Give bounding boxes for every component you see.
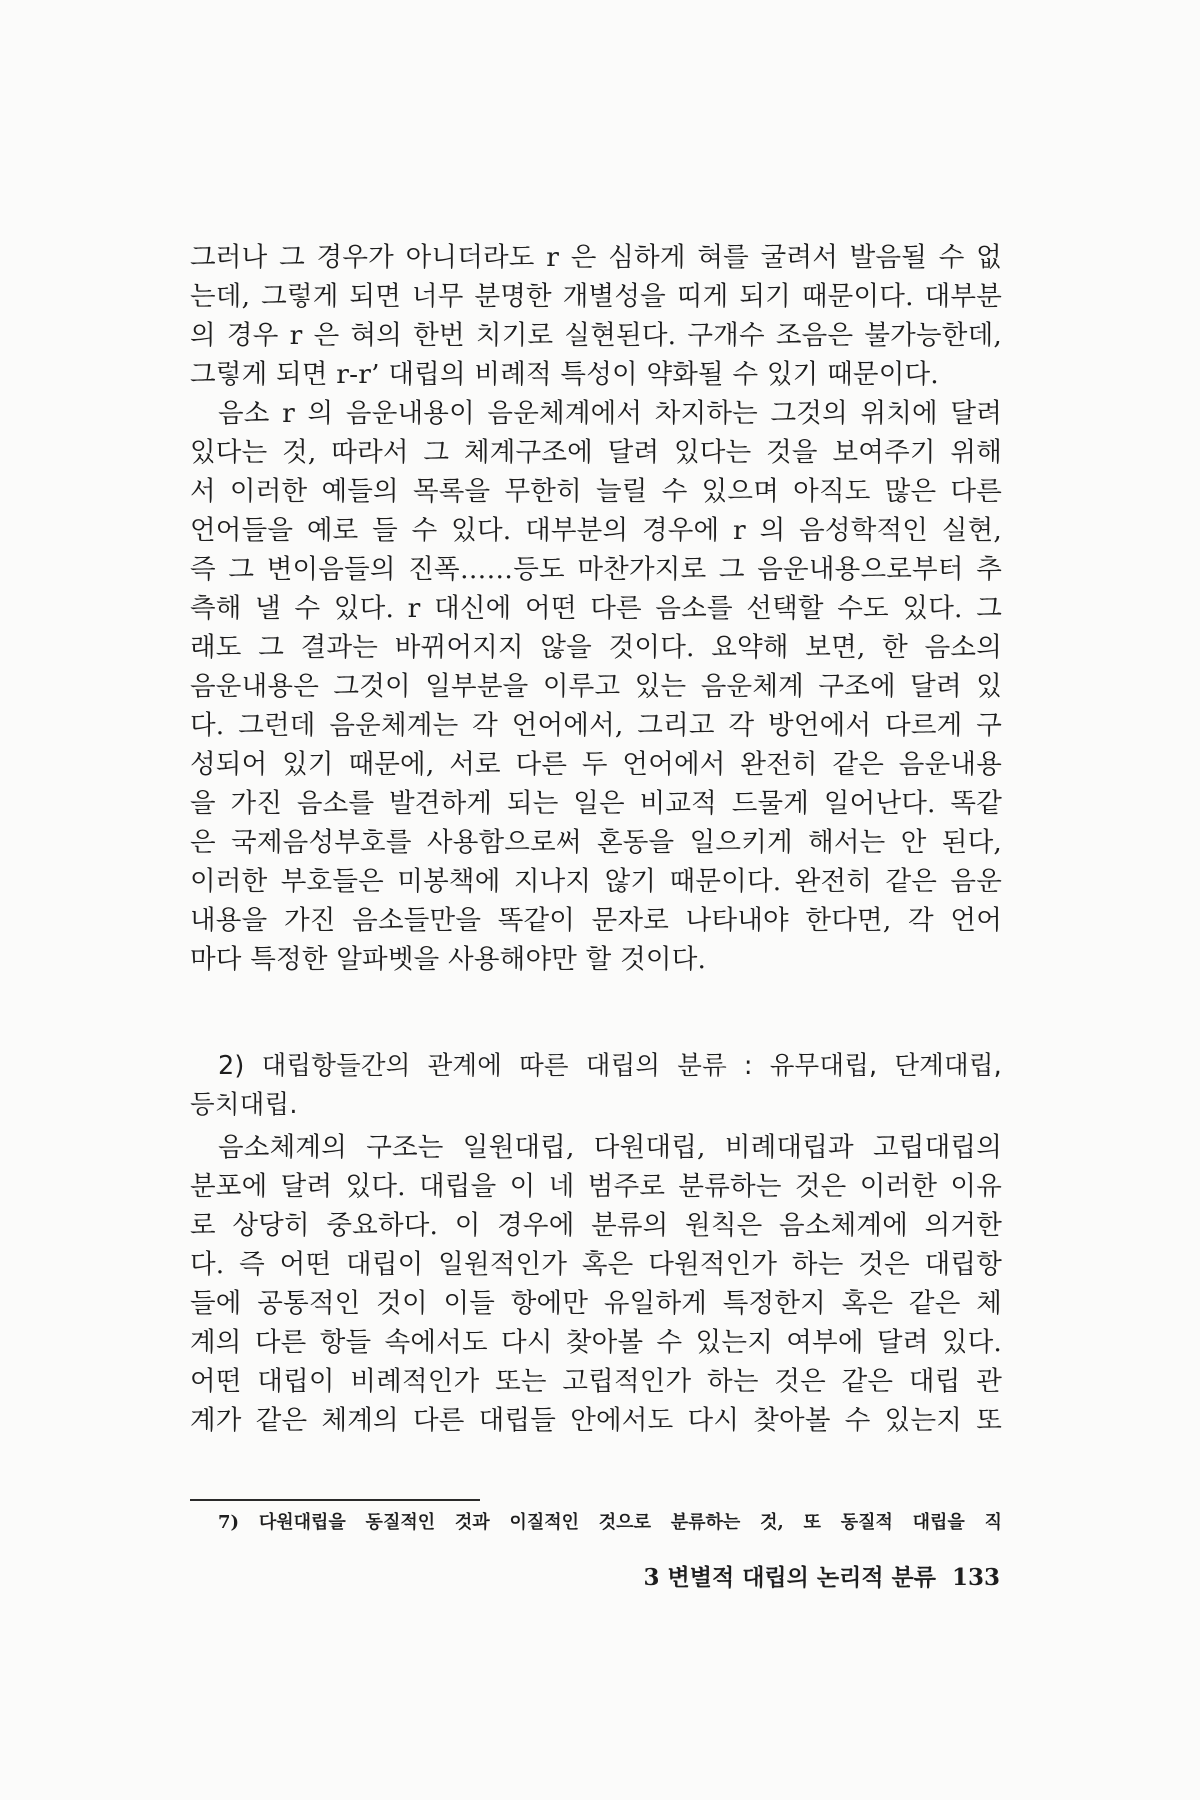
text-line: 어떤 대립이 비례적인가 또는 고립적인가 하는 것은 같은 대립 관 xyxy=(190,1366,1002,1397)
text-line: 는데, 그렇게 되면 너무 분명한 개별성을 띠게 되기 때문이다. 대부분 xyxy=(190,281,1002,312)
text-line: 즉 그 변이음들의 진폭……등도 마찬가지로 그 음운내용으로부터 추 xyxy=(190,554,1002,585)
body-text xyxy=(190,238,1002,979)
text-line: 래도 그 결과는 바뀌어지지 않을 것이다. 요약해 보면, 한 음소의 xyxy=(190,632,1002,663)
footnote: 7) 다원대립을 동질적인 것과 이질적인 것으로 분류하는 것, 또 동질적 대립을 직 xyxy=(218,1512,1002,1533)
text-line: 이러한 부호들은 미봉책에 지나지 않기 때문이다. 완전히 같은 음운 xyxy=(190,866,1002,897)
text-line: 있다는 것, 따라서 그 체계구조에 달려 있다는 것을 보여주기 위해 xyxy=(190,437,1002,468)
text-line: 음소 r 의 음운내용이 음운체계에서 차지하는 그것의 위치에 달려 xyxy=(218,398,1002,429)
text-line: 로 상당히 중요하다. 이 경우에 분류의 원칙은 음소체계에 의거한 xyxy=(190,1210,1002,1241)
footnote-divider xyxy=(190,1499,480,1501)
heading-line: 2) 대립항들간의 관계에 따른 대립의 분류 : 유무대립, 단계대립, xyxy=(218,1051,1002,1081)
text-line: 계가 같은 체계의 다른 대립들 안에서도 다시 찾아볼 수 있는지 또 xyxy=(190,1405,1002,1436)
text-line: 음운내용은 그것이 일부분을 이루고 있는 음운체계 구조에 달려 있 xyxy=(190,671,1002,702)
chapter-title: 3 변별적 대립의 논리적 분류 xyxy=(643,1564,936,1591)
text-line: 은 국제음성부호를 사용함으로써 혼동을 일으키게 해서는 안 된다, xyxy=(190,827,1002,858)
heading-line: 등치대립. xyxy=(190,1090,298,1120)
text-line: 측해 낼 수 있다. r 대신에 어떤 다른 음소를 선택할 수도 있다. 그 xyxy=(190,593,1002,624)
text-line: 그러나 그 경우가 아니더라도 r 은 심하게 혀를 굴려서 발음될 수 없 xyxy=(190,242,1002,273)
paragraph-1 xyxy=(190,238,1002,394)
text-line: 서 이러한 예들의 목록을 무한히 늘릴 수 있으며 아직도 많은 다른 xyxy=(190,476,1002,507)
paragraph-3 xyxy=(190,1128,1002,1440)
running-footer xyxy=(644,1562,1000,1594)
text-line: 다. 그런데 음운체계는 각 언어에서, 그리고 각 방언에서 다르게 구 xyxy=(190,710,1002,741)
text-line: 언어들을 예로 들 수 있다. 대부분의 경우에 r 의 음성학적인 실현, xyxy=(190,515,1002,546)
text-line: 성되어 있기 때문에, 서로 다른 두 언어에서 완전히 같은 음운내용 xyxy=(190,749,1002,780)
text-line: 내용을 가진 음소들만을 똑같이 문자로 나타내야 한다면, 각 언어 xyxy=(190,905,1002,936)
text-line: 을 가진 음소를 발견하게 되는 일은 비교적 드물게 일어난다. 똑같 xyxy=(190,788,1002,819)
page-number: 133 xyxy=(951,1564,1000,1591)
text-line: 마다 특정한 알파벳을 사용해야만 할 것이다. xyxy=(190,944,707,975)
text-line: 분포에 달려 있다. 대립을 이 네 범주로 분류하는 것은 이러한 이유 xyxy=(190,1171,1002,1202)
text-line: 들에 공통적인 것이 이들 항에만 유일하게 특정한지 혹은 같은 체 xyxy=(190,1288,1002,1319)
text-line: 다. 즉 어떤 대립이 일원적인가 혹은 다원적인가 하는 것은 대립항 xyxy=(190,1249,1002,1280)
text-line: 그렇게 되면 r-r’ 대립의 비례적 특성이 약화될 수 있기 때문이다. xyxy=(190,359,939,390)
text-line: 의 경우 r 은 혀의 한번 치기로 실현된다. 구개수 조음은 불가능한데, xyxy=(190,320,1002,351)
paragraph-2 xyxy=(190,394,1002,979)
text-line: 계의 다른 항들 속에서도 다시 찾아볼 수 있는지 여부에 달려 있다. xyxy=(190,1327,1002,1358)
section-heading xyxy=(190,1047,1002,1125)
text-line: 음소체계의 구조는 일원대립, 다원대립, 비례대립과 고립대립의 xyxy=(218,1132,1002,1163)
